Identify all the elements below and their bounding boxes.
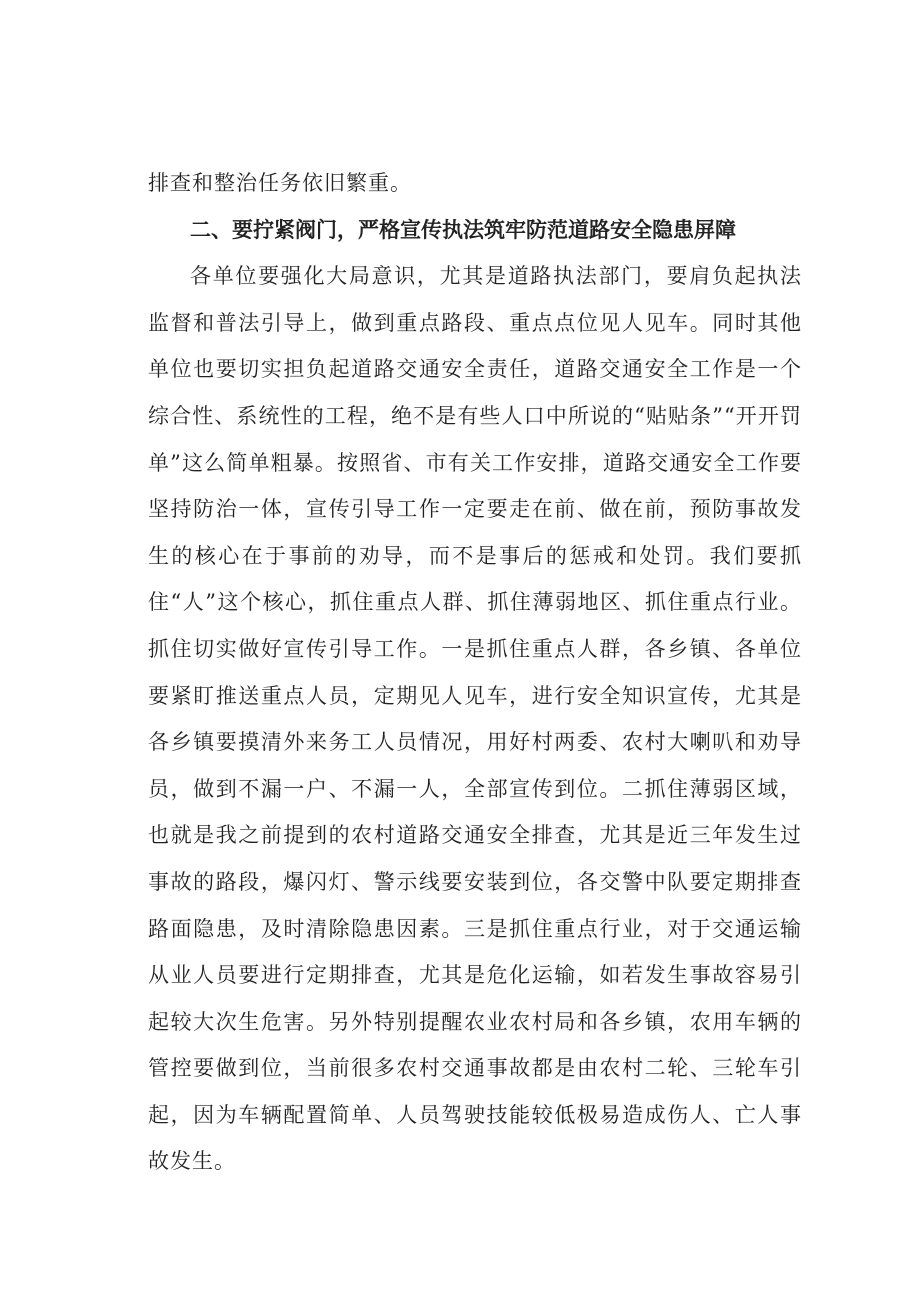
body-paragraph: 各单位要强化大局意识，尤其是道路执法部门，要肩负起执法监督和普法引导上，做到重点路段、重点点位见人见车。同时其他单位也要切实担负起道路交通安全责任，道路交通安全工作是一个综合性、系统性的工程，绝不是有些人口中所说的“贴贴条”“开开罚单”这么简单粗暴。按照省、市有关工作安排，道路交通安全工作要坚持防治一体，宣传引导工作一定要走在前、做在前，预防事故发生的核心在于事前的劝导，而不是事后的惩戒和处罚。我们要抓住“人”这个核心，抓住重点人群、抓住薄弱地区、抓住重点行业。抓住切实做好宣传引导工作。一是抓住重点人群，各乡镇、各单位要紧盯推送重点人员，定期见人见车，进行安全知识宣传，尤其是各乡镇要摸清外来务工人员情况，用好村两委、农村大喇叭和劝导员，做到不漏一户、不漏一人，全部宣传到位。二抓住薄弱区域，也就是我之前提到的农村道路交通安全排查，尤其是近三年发生过事故的路段，爆闪灯、警示线要安装到位，各交警中队要定期排查路面隐患，及时清除隐患因素。三是抓住重点行业，对于交通运输从业人员要进行定期排查，尤其是危化运输，如若发生事故容易引起较大次生危害。另外特别提醒农业农村局和各乡镇，农用车辆的管控要做到位，当前很多农村交通事故都是由农村二轮、三轮车引起，因为车辆配置简单、人员驾驶技能较低极易造成伤人、亡人事故发生。 bbox=[148, 264, 802, 1174]
continuation-text: 排查和整治任务依旧繁重。 bbox=[148, 171, 412, 195]
document-body bbox=[148, 160, 802, 1185]
section-heading: 二、要拧紧阀门，严格宣传执法筑牢防范道路安全隐患屏障 bbox=[190, 217, 736, 242]
